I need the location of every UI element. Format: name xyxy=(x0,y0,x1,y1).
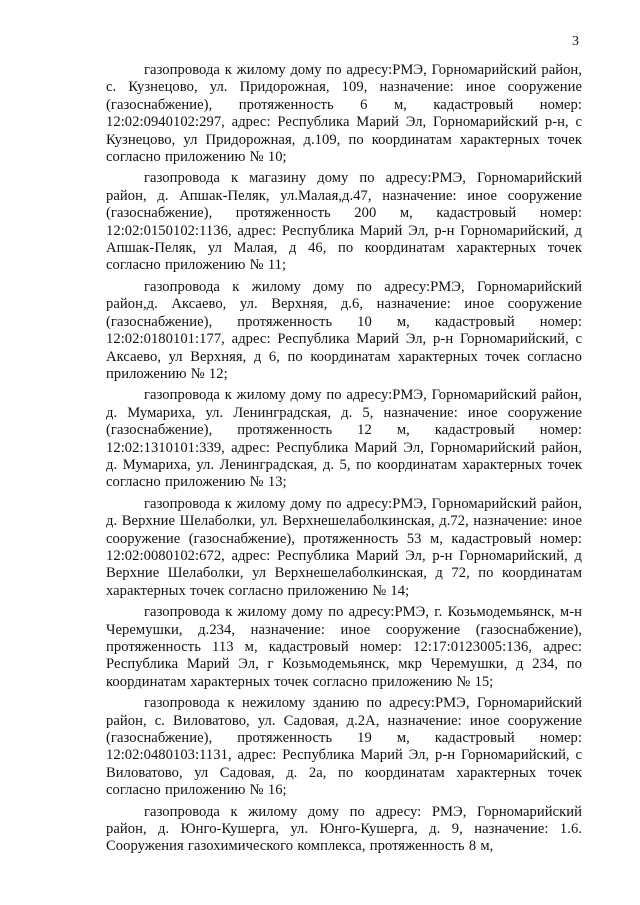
paragraph-item-10: газопровода к жилому дому по адресу:РМЭ, Горномарийский район, с. Кузнецово, ул. Придорожная, 109, назначение: иное сооружение (газоснабжение), протяженность 6 м, кадастровый номер: 12:02:0940102:297, адрес: Республика Марий Эл, Горномарийский р-н, с Кузнецово, ул Придорожная, д.109, по координатам характерных точек согласно приложению № 10; xyxy=(106,62,582,166)
paragraph-item-12: газопровода к жилому дому по адресу:РМЭ, Горномарийский район,д. Аксаево, ул. Верхняя, д.6, назначение: иное сооружение (газоснабжение), протяженность 10 м, кадастровый номер: 12:02:0180101:177, адрес: Республика Марий Эл, р-н Горномарийский, с Аксаево, ул Верхняя, д 6, по координатам характерных точек согласно приложению № 12; xyxy=(106,278,582,382)
document-body xyxy=(106,62,582,860)
paragraph-item-13: газопровода к жилому дому по адресу:РМЭ, Горномарийский район, д. Мумариха, ул. Ленинградская, д. 5, назначение: иное сооружение (газоснабжение), протяженность 12 м, кадастровый номер: 12:02:1310101:339, адрес: Республика Марий Эл, Горномарийский район, д. Мумариха, ул. Ленинградская, д. 5, по координатам характерных точек согласно приложению № 13; xyxy=(106,387,582,491)
paragraph-item-17: газопровода к жилому дому по адресу: РМЭ, Горномарийский район, д. Юнго-Кушерга, ул. Юнго-Кушерга, д. 9, назначение: 1.6. Сооружения газохимического комплекса, протяженность 8 м, xyxy=(106,803,582,855)
paragraph-item-15: газопровода к жилому дому по адресу:РМЭ, г. Козьмодемьянск, м-н Черемушки, д.234, назначение: иное сооружение (газоснабжение), протяженность 113 м, кадастровый номер: 12:17:0123005:136, адрес: Республика Марий Эл, г Козьмодемьянск, мкр Черемушки, д 234, по координатам характерных точек согласно приложению № 15; xyxy=(106,604,582,690)
paragraph-item-14: газопровода к жилому дому по адресу:РМЭ, Горномарийский район, д. Верхние Шелаболки, ул. Верхнешелаболкинская, д.72, назначение: иное сооружение (газоснабжение), протяженность 53 м, кадастровый номер: 12:02:0080102:672, адрес: Республика Марий Эл, р-н Горномарийский, д Верхние Шелаболки, ул Верхнешелаболкинская, д 72, по координатам характерных точек согласно приложению № 14; xyxy=(106,495,582,599)
page-number: 3 xyxy=(572,34,579,49)
paragraph-item-11: газопровода к магазину дому по адресу:РМЭ, Горномарийский район, д. Апшак-Пеляк, ул.Малая,д.47, назначение: иное сооружение (газоснабжение), протяженность 200 м, кадастровый номер: 12:02:0150102:1136, адрес: Республика Марий Эл, р-н Горномарийский, д Апшак-Пеляк, ул Малая, д 46, по координатам характерных точек согласно приложению № 11; xyxy=(106,170,582,274)
paragraph-item-16: газопровода к нежилому зданию по адресу:РМЭ, Горномарийский район, с. Виловатово, ул. Садовая, д.2А, назначение: иное сооружение (газоснабжение), протяженность 19 м, кадастровый номер: 12:02:0480103:1131, адрес: Республика Марий Эл, р-н Горномарийский, с Виловатово, ул Садовая, д. 2а, по координатам характерных точек согласно приложению № 16; xyxy=(106,695,582,799)
